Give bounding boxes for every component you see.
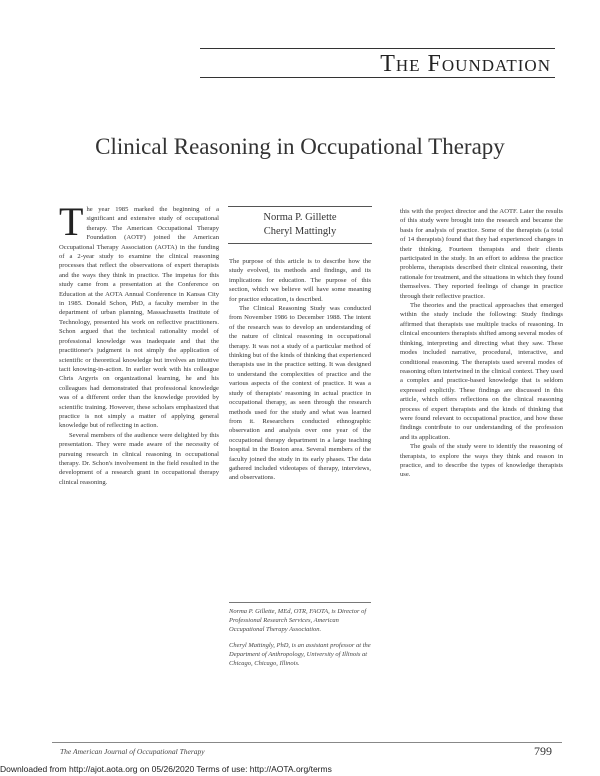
paragraph: The purpose of this article is to describe how the study evolved, its methods and findings, and its implications for education. The purpose of this section, which we believe will have some meaning for practice education, is described. <box>229 258 371 303</box>
header-rule-bottom <box>200 77 555 78</box>
affiliation: Cheryl Mattingly, PhD, is an assistant professor at the Department of Anthropology, University of Illinois at Chicago, Chicago, Illinois. <box>229 641 371 668</box>
body-column-2 <box>229 257 371 483</box>
paragraph: this with the project director and the AOTF. Later the results of this study were brought into the research and became the basis for analysis of practice. Some of the therapists (a total of 14 therapists) found that they had experienced changes in their thinking. Fourteen therapists and their clients participated in the study. In an effort to address the practice problems, therapists described their clinical reasoning, their rationale for treatment, and the situations in which they found themselves. They reported feelings of change in practice through their reflective practice. <box>400 208 563 300</box>
header-rule-top <box>200 48 555 49</box>
body-column-3 <box>400 207 563 480</box>
paragraph: Several members of the audience were delighted by this presentation. They were made aware of the necessity of pursuing research in clinical reasoning in occupational therapy. Dr. Schon's involvement in the field resulted in the development of a research grant in occupational therapy clinical reasoning. <box>59 431 219 486</box>
author-block <box>228 206 372 244</box>
paragraph <box>59 199 219 431</box>
page-number: 799 <box>534 744 552 758</box>
footer-rule <box>52 742 562 743</box>
section-label: The Foundation <box>380 51 551 77</box>
drop-cap: T <box>59 199 84 244</box>
download-notice: Downloaded from http://ajot.aota.org on 05/26/2020 Terms of use: http://AOTA.org/terms <box>0 764 332 774</box>
body-column-1 <box>59 199 219 487</box>
journal-name: The American Journal of Occupational Therapy <box>60 747 205 756</box>
paragraph-text: he year 1985 marked the beginning of a significant and extensive study of occupational therapy. The American Occupational Therapy Foundation (AOTF) joined the American Occupational Therapy Association (AOTA) in the funding of a 2-year study to examine the clinical reasoning processes that reflect the observations of expert therapists and the ways they think in practice. The impetus for this study came from a presentation at the Conference on Education at the AOTA Annual Conference in Kansas City in 1985. Donald Schon, PhD, a faculty member in the department of urban planning, Massachusetts Institute of Technology, presented his work on reflective practitioners. Schon argued that the technical rationality model of professional knowledge was inadequate and that the practitioner's judgment is not simply the application of scientific or theoretical knowledge but involves an intuitive tacit knowing-in-action. In earlier work with his colleague Chris Argyris on organizational learning, he and his colleagues had demonstrated that professional knowledge was of a different order than the knowledge provided by scientific training. However, these scholars emphasized that practice is not simply a matter of applying general knowledge but of reflecting in action. <box>59 206 219 430</box>
author-name: Cheryl Mattingly <box>263 226 337 237</box>
paragraph: The goals of the study were to identify the reasoning of therapists, to explore the ways they think and reason in practice, and to describe the types of knowledge therapists use. <box>400 443 563 479</box>
paragraph: The Clinical Reasoning Study was conducted from November 1986 to December 1988. The intent of the research was to develop an understanding of the nature of clinical reasoning in occupational therapy. It was not a study of a particular method of thinking but of the kinds of thinking that experienced therapists use in the practice setting. It was designed to understand the complexities of practice and the various aspects of the context of practice. It was a study of therapists' reasoning in actual practice in occupational therapy, as seen through the research methods used for the study and what was learned from it. Researchers conducted ethnographic observation and analysis over one year of the occupational therapy department in a large teaching hospital in the Boston area. Several members of the faculty joined the study in its early phases. The data gathered included videotapes of therapy, interviews, and observations. <box>229 305 371 482</box>
paragraph: The theories and the practical approaches that emerged within the study include the following: Study findings affirmed that therapists use multiple tracks of reasoning. In clinical encounters therapists shifted among several modes of thinking, interpreting and directing what they saw. These modes included narrative, procedural, interactive, and conditional reasoning. The therapists used several modes of reasoning often intertwined in the clinical context. They used a complex and practice-based knowledge that is seldom expressed explicitly. These findings are discussed in this article, which offers reflections on the clinical reasoning process of expert therapists and the kinds of thinking that were found relevant to occupational practice, and how these findings contribute to our understanding of the profession and its application. <box>400 302 563 441</box>
author-name: Norma P. Gillette <box>263 212 337 223</box>
section-header <box>200 48 555 78</box>
article-title: Clinical Reasoning in Occupational Therapy <box>95 134 505 159</box>
affiliation: Norma P. Gillette, MEd, OTR, FAOTA, is Director of Professional Research Services, American Occupational Therapy Association. <box>229 608 367 634</box>
author-affiliations <box>229 602 371 674</box>
